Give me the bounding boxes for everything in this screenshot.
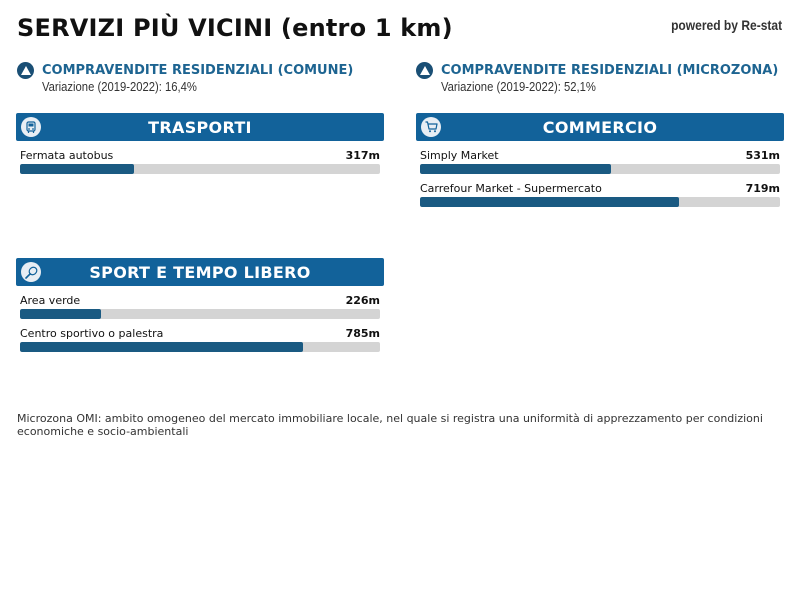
list-item xyxy=(420,149,780,174)
bus-icon xyxy=(21,117,41,137)
list-item xyxy=(20,149,380,174)
list-item xyxy=(20,294,380,319)
distance-bar-fill xyxy=(420,164,611,174)
item-distance: 719m xyxy=(745,182,780,195)
page-title: SERVIZI PIÙ VICINI (entro 1 km) xyxy=(17,14,453,42)
shopping-cart-icon xyxy=(421,117,441,137)
powered-by-label: powered by Re-stat xyxy=(670,17,782,33)
item-distance: 531m xyxy=(745,149,780,162)
stat-microzona-variation: Variazione (2019-2022): 52,1% xyxy=(441,80,596,94)
item-name: Fermata autobus xyxy=(20,149,114,162)
item-name: Centro sportivo o palestra xyxy=(20,327,164,340)
stat-comune xyxy=(17,62,387,94)
distance-bar-track xyxy=(420,164,780,174)
card-commercio-title: COMMERCIO xyxy=(542,117,658,137)
card-sport-title: SPORT E TEMPO LIBERO xyxy=(89,262,311,282)
card-trasporti-header xyxy=(16,113,384,141)
distance-bar-track xyxy=(20,342,380,352)
footnote-microzona: Microzona OMI: ambito omogeneo del mercato immobiliare locale, nel quale si registra una uniformità di apprezzamento per condizioni economiche e socio-ambientali xyxy=(17,412,763,438)
item-name: Simply Market xyxy=(420,149,499,162)
distance-bar-fill xyxy=(20,164,134,174)
distance-bar-fill xyxy=(20,342,303,352)
card-sport-items xyxy=(16,294,384,352)
item-name: Area verde xyxy=(20,294,81,307)
card-commercio-items xyxy=(416,149,784,207)
distance-bar-track xyxy=(20,164,380,174)
triangle-up-icon xyxy=(416,62,433,79)
item-distance: 317m xyxy=(345,149,380,162)
card-trasporti xyxy=(16,113,384,174)
tennis-racket-icon xyxy=(21,262,41,282)
card-sport xyxy=(16,258,384,352)
item-name: Carrefour Market - Supermercato xyxy=(420,182,602,195)
item-distance: 785m xyxy=(345,327,380,340)
stat-comune-variation: Variazione (2019-2022): 16,4% xyxy=(42,80,197,94)
card-trasporti-items xyxy=(16,149,384,174)
stat-microzona-label: COMPRAVENDITE RESIDENZIALI (MICROZONA) xyxy=(441,63,779,78)
distance-bar-track xyxy=(420,197,780,207)
distance-bar-track xyxy=(20,309,380,319)
triangle-up-icon xyxy=(17,62,34,79)
distance-bar-fill xyxy=(420,197,679,207)
stat-comune-label: COMPRAVENDITE RESIDENZIALI (COMUNE) xyxy=(42,63,354,78)
card-sport-header xyxy=(16,258,384,286)
list-item xyxy=(20,327,380,352)
distance-bar-fill xyxy=(20,309,101,319)
card-trasporti-title: TRASPORTI xyxy=(148,117,252,137)
stat-microzona xyxy=(416,62,786,94)
card-commercio-header xyxy=(416,113,784,141)
item-distance: 226m xyxy=(345,294,380,307)
list-item xyxy=(420,182,780,207)
card-commercio xyxy=(416,113,784,207)
